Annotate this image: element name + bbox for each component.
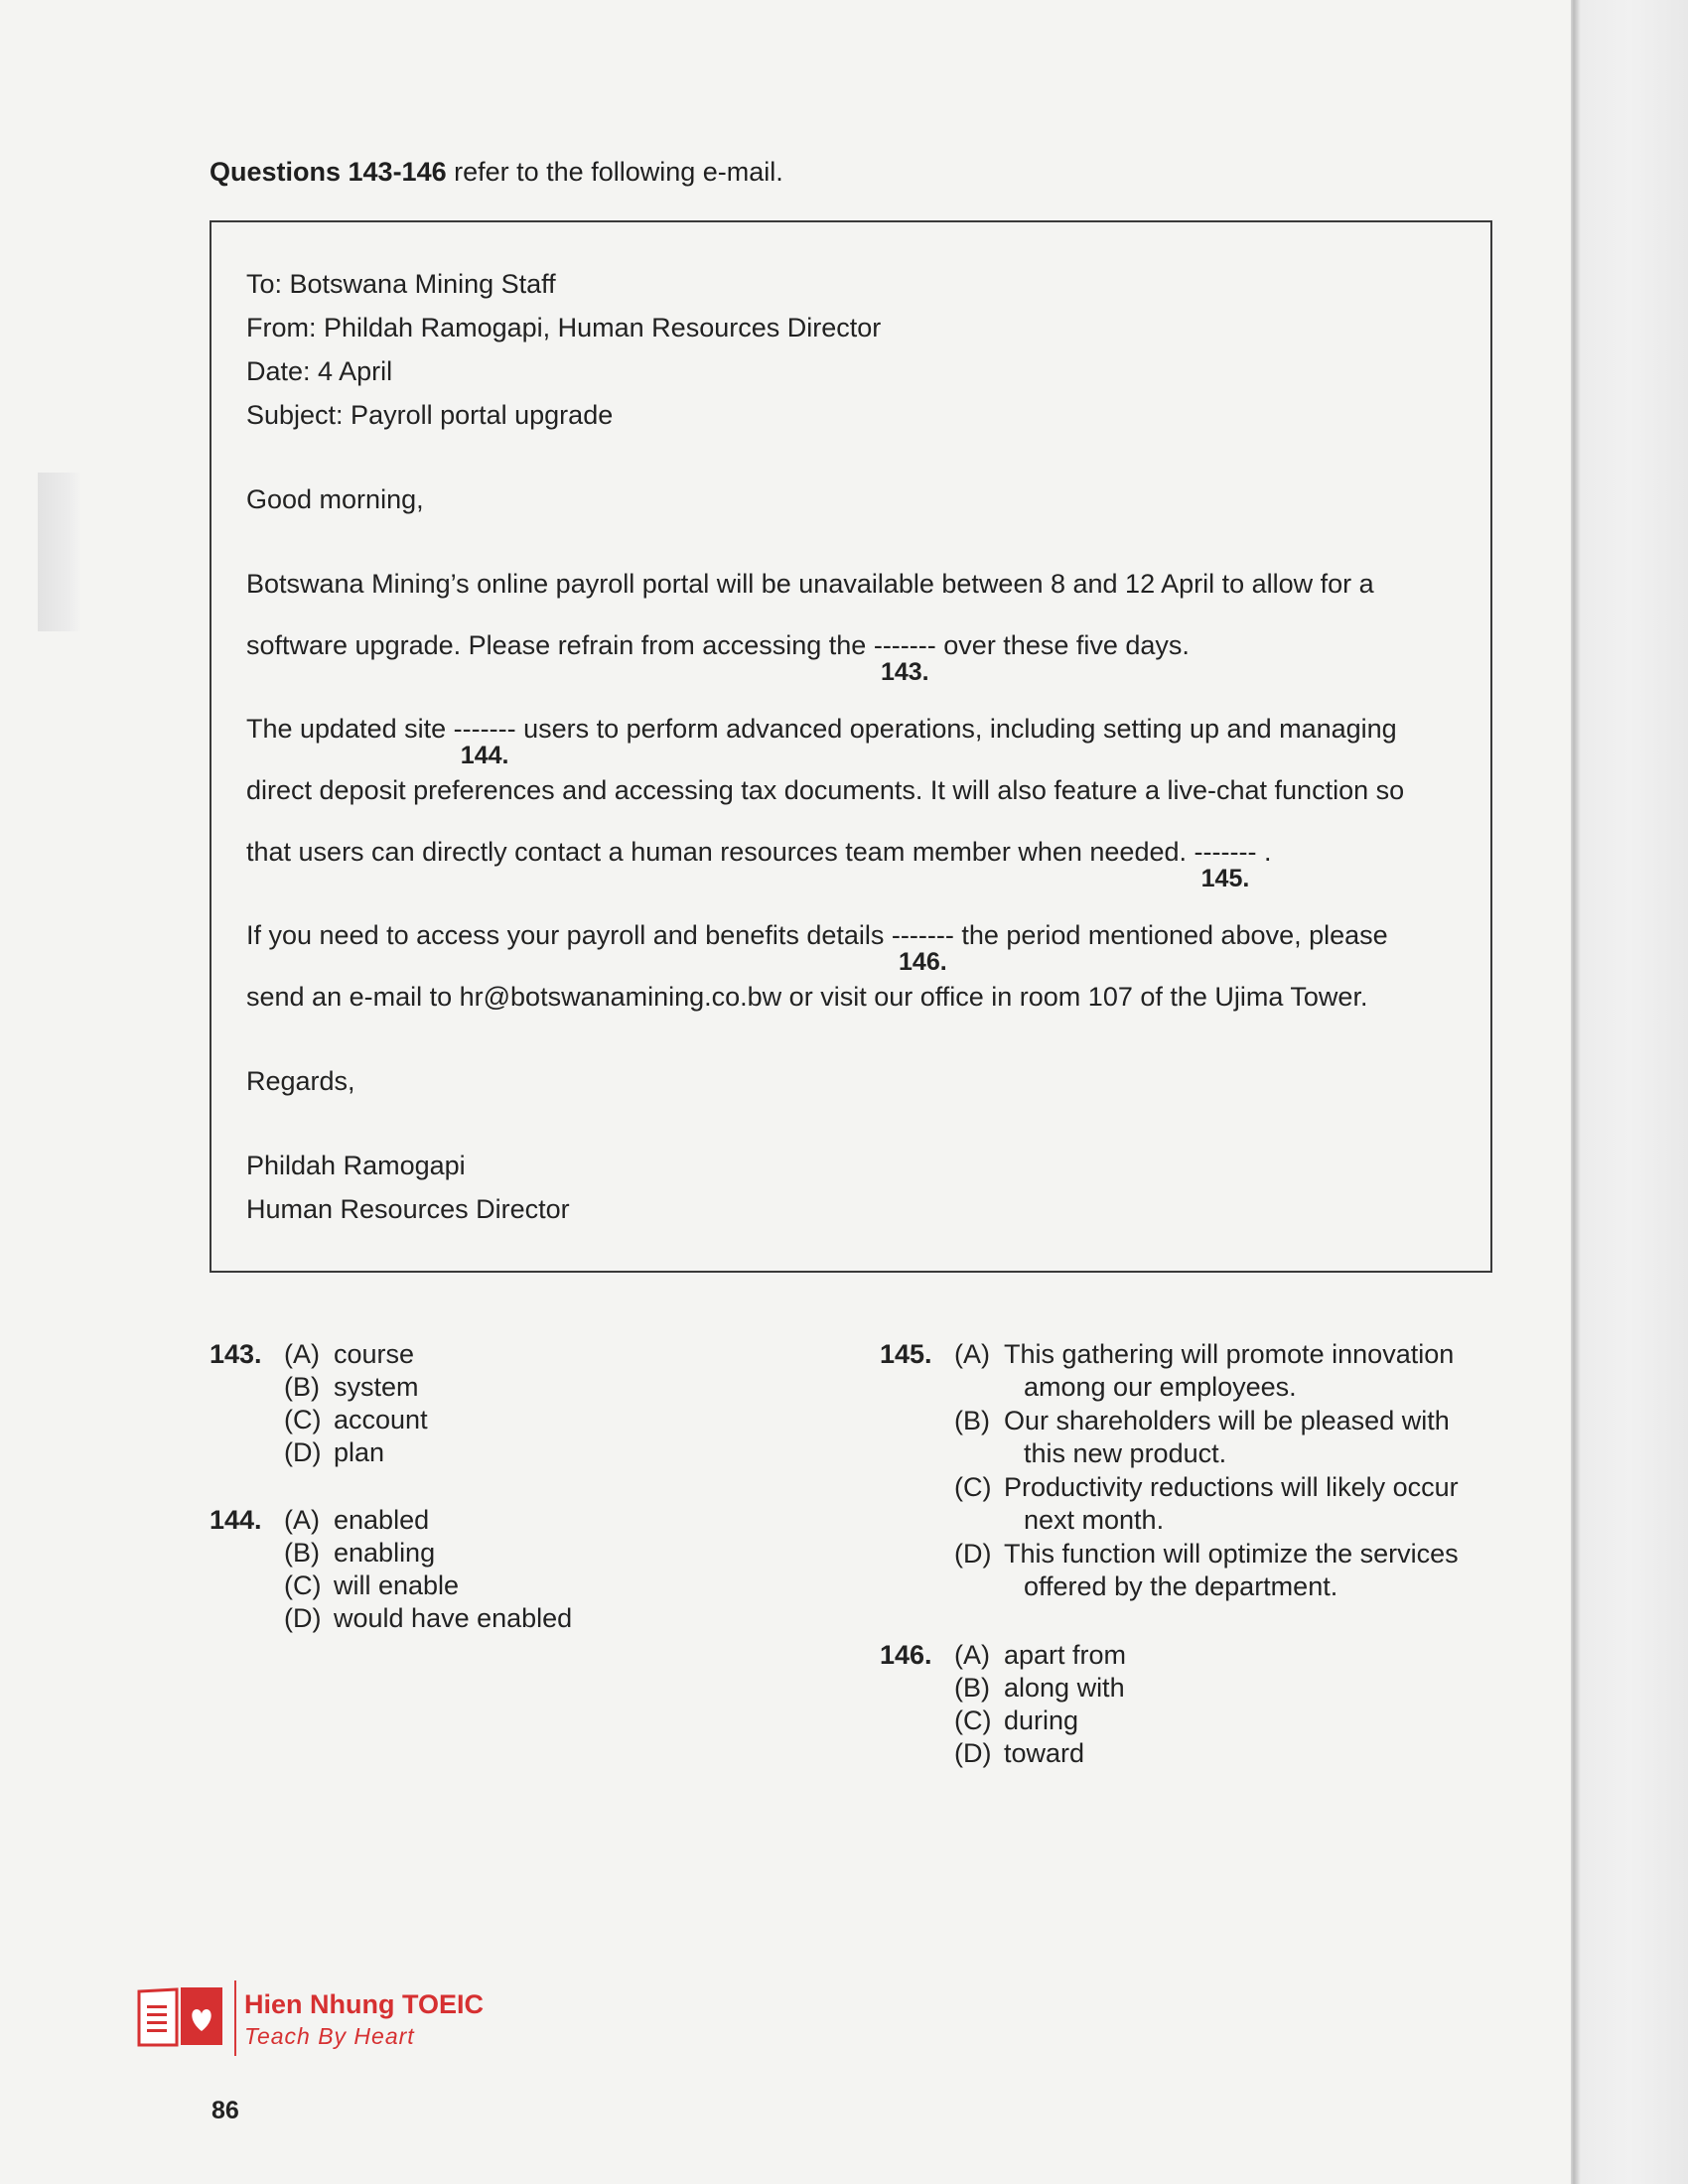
paragraph-2-line-2: direct deposit preferences and accessing tax documents. It will also feature a live-chat function so xyxy=(246,775,1405,805)
heading-text: refer to the following e-mail. xyxy=(446,157,783,187)
paragraph-1-line-2: software upgrade. Please refrain from accessing the ------- 143. over these five days. xyxy=(246,630,1190,686)
page-number: 86 xyxy=(211,2097,239,2124)
paragraph-2-line-3: that users can directly contact a human resources team member when needed. ------- 145. . xyxy=(246,837,1272,892)
question-144-number: 144. xyxy=(210,1505,262,1535)
question-145-option-b[interactable]: (B) Our shareholders will be pleased with xyxy=(954,1406,1450,1435)
logo-divider xyxy=(234,1980,236,2056)
book-heart-icon xyxy=(137,1985,224,2049)
brand-tagline: Teach By Heart xyxy=(244,2023,415,2049)
blank-143: ------- 143. xyxy=(873,630,936,686)
question-146-option-c[interactable]: (C) during xyxy=(954,1706,1079,1735)
question-143-number: 143. xyxy=(210,1339,262,1369)
email-box xyxy=(210,220,1492,1273)
question-146-option-d[interactable]: (D) toward xyxy=(954,1738,1085,1768)
email-subject: Subject: Payroll portal upgrade xyxy=(246,400,614,430)
question-145-option-c[interactable]: (C) Productivity reductions will likely occur xyxy=(954,1472,1459,1502)
scan-shadow xyxy=(38,473,81,631)
question-145-number: 145. xyxy=(880,1339,932,1369)
paragraph-1-line-1: Botswana Mining’s online payroll portal will be unavailable between 8 and 12 April to allow for a xyxy=(246,569,1374,599)
question-145-option-d-cont: offered by the department. xyxy=(1024,1571,1338,1601)
question-144-option-b[interactable]: (B) enabling xyxy=(284,1538,436,1568)
question-145-option-a-cont: among our employees. xyxy=(1024,1372,1297,1402)
signature-name: Phildah Ramogapi xyxy=(246,1151,466,1180)
question-145-option-b-cont: this new product. xyxy=(1024,1438,1227,1468)
brand-name: Hien Nhung TOEIC xyxy=(244,1989,484,2019)
question-145-option-d[interactable]: (D) This function will optimize the services xyxy=(954,1539,1459,1569)
question-146-number: 146. xyxy=(880,1640,932,1670)
blank-145: ------- 145. xyxy=(1194,837,1257,892)
question-145-option-c-cont: next month. xyxy=(1024,1505,1165,1535)
blank-144-number: 144. xyxy=(460,742,509,769)
blank-146: ------- 146. xyxy=(891,920,954,976)
email-closing: Regards, xyxy=(246,1066,355,1096)
question-146-option-a[interactable]: (A) apart from xyxy=(954,1640,1127,1670)
email-date: Date: 4 April xyxy=(246,356,393,386)
paragraph-3-line-2: send an e-mail to hr@botswanamining.co.bw or visit our office in room 107 of the Ujima Tower. xyxy=(246,982,1368,1012)
question-145-option-a[interactable]: (A) This gathering will promote innovation xyxy=(954,1339,1455,1369)
paragraph-2-line-1: The updated site ------- 144. users to perform advanced operations, including setting up and managing xyxy=(246,714,1397,769)
blank-146-number: 146. xyxy=(899,948,947,976)
question-144-option-d[interactable]: (D) would have enabled xyxy=(284,1603,573,1633)
signature-title: Human Resources Director xyxy=(246,1194,570,1224)
blank-145-number: 145. xyxy=(1200,865,1250,892)
email-greeting: Good morning, xyxy=(246,484,424,514)
email-from: From: Phildah Ramogapi, Human Resources Director xyxy=(246,313,882,342)
heading-range: Questions 143-146 xyxy=(210,157,447,187)
blank-144: ------- 144. xyxy=(453,714,516,769)
page-edge-shadow xyxy=(1571,0,1688,2184)
question-143-option-d[interactable]: (D) plan xyxy=(284,1437,385,1467)
question-144-option-a[interactable]: (A) enabled xyxy=(284,1505,430,1535)
question-143-option-c[interactable]: (C) account xyxy=(284,1405,428,1434)
question-146-option-b[interactable]: (B) along with xyxy=(954,1673,1125,1703)
questions-heading xyxy=(210,157,783,188)
blank-143-number: 143. xyxy=(880,658,929,686)
question-143-option-b[interactable]: (B) system xyxy=(284,1372,419,1402)
paragraph-3-line-1: If you need to access your payroll and benefits details ------- 146. the period mentioned above, please xyxy=(246,920,1388,976)
email-to: To: Botswana Mining Staff xyxy=(246,269,556,299)
question-143-option-a[interactable]: (A) course xyxy=(284,1339,415,1369)
question-144-option-c[interactable]: (C) will enable xyxy=(284,1570,460,1600)
